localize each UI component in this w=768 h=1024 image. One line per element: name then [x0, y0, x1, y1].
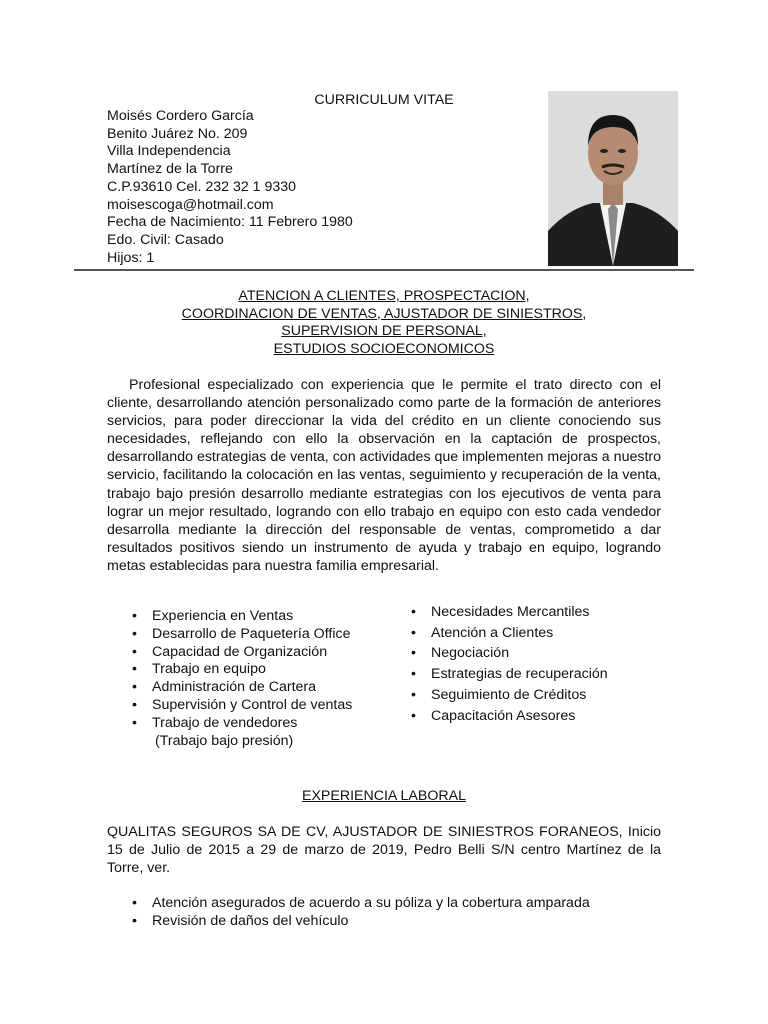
bullet-icon: • — [132, 661, 137, 678]
skill-label: Trabajo de vendedores — [152, 714, 298, 731]
skill-label: Capacidad de Organización — [152, 643, 328, 660]
bullet-icon: • — [411, 686, 416, 703]
list-item — [386, 643, 608, 664]
contact-marital-status: Edo. Civil: Casado — [107, 231, 224, 248]
skills-list-right — [386, 602, 608, 726]
skill-label: Necesidades Mercantiles — [431, 604, 590, 620]
professional-summary: Profesional especializado con experiencia que le permite el trato directo con el cliente, desarrollando atención personalizado como parte de la formación de anteriores servicios, para poder direccionar la vida del crédito en un cliente conociendo sus necesidades, reflejando con ello la observación en la captación de prospectos, desarrollando estrategias de venta, con actividades que implementen mejoras a nuestro servicio, facilitando la colocación en las ventas, seguimiento y recuperación de la venta, trabajo bajo presión desarrollo mediante estrategias con los ejecutivos de venta para lograr un mejor resultado, logrando con ello trabajo en equipo con esto cada vendedor desarrolla mediante la dirección del responsable de ventas, comprometido a dar resultados positivos siendo un instrumento de ayuda y trabajo en equipo, logrando metas establecidas para nuestra familia empresarial. — [107, 377, 661, 574]
job-entry: QUALITAS SEGUROS SA DE CV, AJUSTADOR DE SINIESTROS FORANEOS, Inicio 15 de Julio de 2015 a 29 de marzo de 2019, Pedro Belli S/N centro Martínez de la Torre, ver. — [107, 824, 661, 876]
list-item — [107, 912, 590, 930]
list-item — [107, 894, 590, 912]
duty-label: Revisión de daños del vehículo — [152, 913, 349, 929]
contact-city: Martínez de la Torre — [107, 161, 233, 178]
skill-label: Supervisión y Control de ventas — [152, 696, 353, 713]
skills-list-left — [107, 608, 352, 750]
experience-section-title: EXPERIENCIA LABORAL — [301, 788, 466, 804]
headline-line: ESTUDIOS SOCIOECONOMICOS — [273, 340, 495, 357]
headline-line: COORDINACION DE VENTAS, AJUSTADOR DE SINIESTROS, — [181, 305, 587, 322]
skill-label: Atención a Clientes — [431, 624, 554, 641]
contact-email: moisescoga@hotmail.com — [107, 196, 274, 213]
skill-label: Seguimiento de Créditos — [431, 686, 587, 703]
profile-photo-image — [548, 91, 678, 266]
list-item — [107, 697, 352, 715]
skill-note: (Trabajo bajo presión) — [155, 732, 294, 749]
contact-neighborhood: Villa Independencia — [107, 143, 231, 160]
header-divider — [74, 269, 694, 271]
bullet-icon: • — [132, 696, 137, 713]
list-item — [386, 706, 608, 727]
bullet-icon: • — [132, 679, 137, 696]
headline-line: ATENCION A CLIENTES, PROSPECTACION, — [238, 288, 530, 304]
skill-label: Administración de Cartera — [152, 679, 317, 696]
list-item — [107, 608, 352, 626]
list-item — [386, 685, 608, 706]
bullet-icon: • — [132, 625, 137, 642]
list-item — [107, 644, 352, 662]
contact-street: Benito Juárez No. 209 — [107, 125, 248, 142]
bullet-icon: • — [411, 604, 416, 620]
contact-birthdate: Fecha de Nacimiento: 11 Febrero 1980 — [107, 214, 353, 231]
list-item — [107, 661, 352, 679]
headline-line: SUPERVISION DE PERSONAL, — [281, 323, 487, 339]
skill-label: Experiencia en Ventas — [152, 608, 294, 624]
contact-name: Moisés Cordero García — [107, 108, 254, 124]
bullet-icon: • — [411, 645, 416, 662]
bullet-icon: • — [132, 895, 137, 911]
list-item — [386, 664, 608, 685]
list-item — [386, 623, 608, 644]
skill-label: Trabajo en equipo — [152, 661, 266, 678]
contact-children: Hijos: 1 — [107, 249, 155, 266]
bullet-icon: • — [132, 608, 137, 624]
list-item — [107, 626, 352, 644]
bullet-icon: • — [132, 913, 137, 929]
contact-block — [107, 108, 353, 267]
bullet-icon: • — [132, 714, 137, 731]
skill-label: Negociación — [431, 645, 510, 662]
list-item — [107, 679, 352, 697]
job-duties-list — [107, 894, 590, 930]
profile-headlines — [107, 288, 661, 358]
bullet-icon: • — [411, 666, 416, 683]
list-item — [386, 602, 608, 623]
cv-title: CURRICULUM VITAE — [314, 92, 454, 108]
list-item — [107, 715, 352, 733]
profile-photo — [548, 91, 678, 266]
contact-postal-phone: C.P.93610 Cel. 232 32 1 9330 — [107, 178, 297, 195]
bullet-icon: • — [411, 624, 416, 641]
skill-label: Desarrollo de Paquetería Office — [152, 625, 351, 642]
skill-label: Estrategias de recuperación — [431, 666, 608, 683]
bullet-icon: • — [411, 707, 416, 724]
bullet-icon: • — [132, 643, 137, 660]
skill-label: Capacitación Asesores — [431, 707, 576, 724]
duty-label: Atención asegurados de acuerdo a su póliza y la cobertura amparada — [152, 895, 590, 911]
